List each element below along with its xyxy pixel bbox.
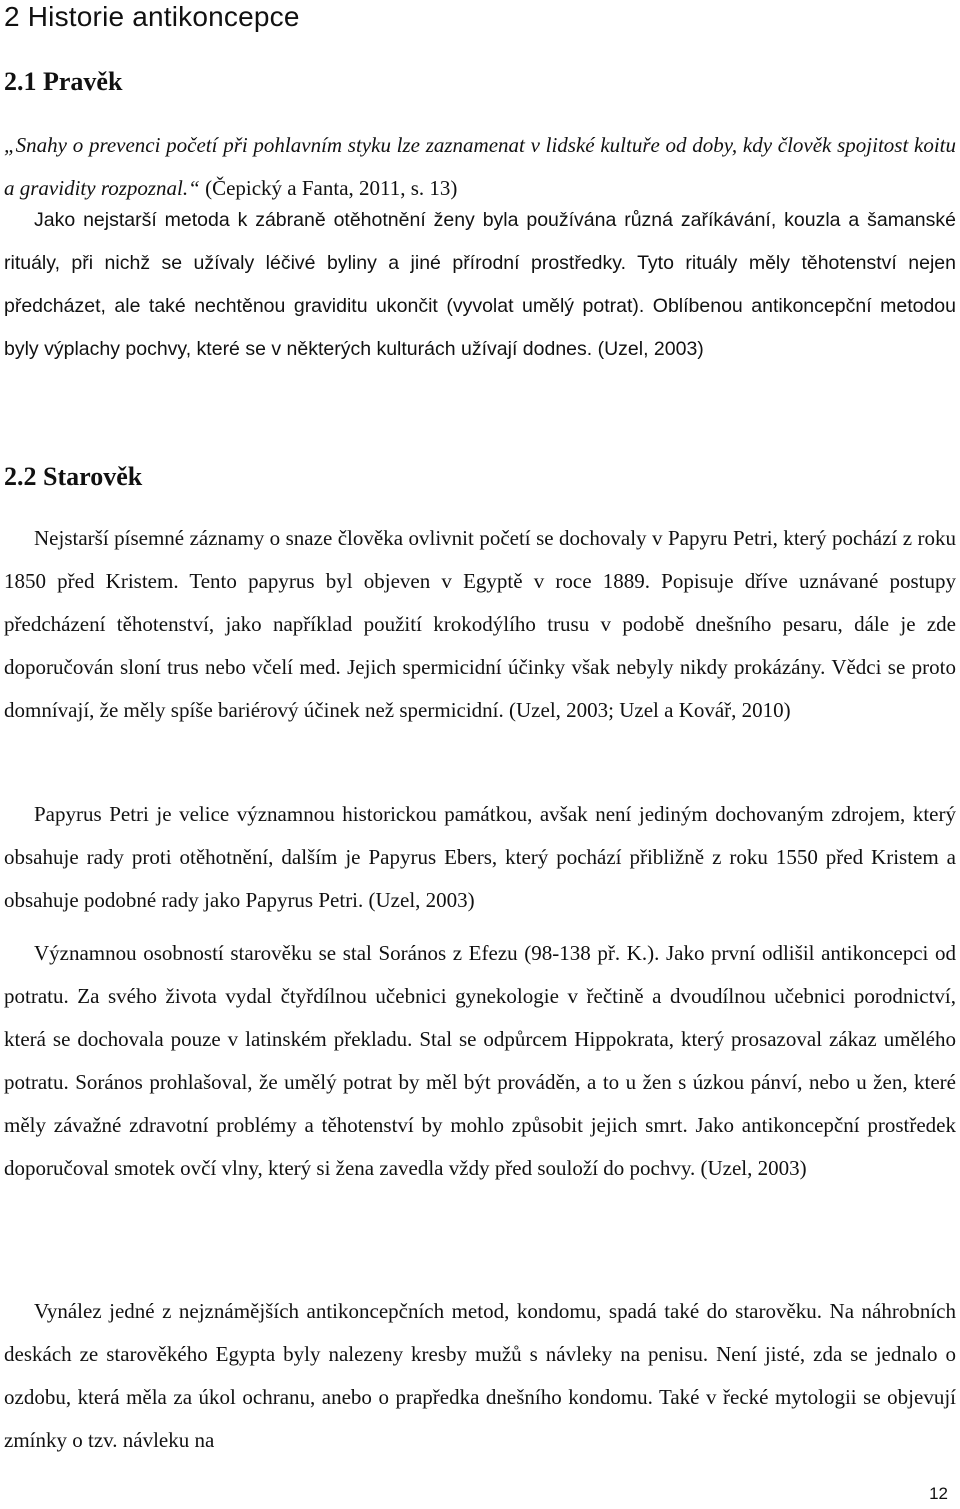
quote-citation: (Čepický a Fanta, 2011, s. 13)	[199, 176, 458, 200]
chapter-title: 2 Historie antikoncepce	[4, 1, 300, 32]
page-number: 12	[929, 1484, 948, 1503]
section-title-starovek: 2.2 Starověk	[4, 462, 143, 491]
document-page	[4, 0, 956, 1509]
paragraph-soranos: Významnou osobností starověku se stal Sorános z Efezu (98-138 př. K.). Jako první odlišil antikoncepci od potratu. Za svého života vydal čtyřdílnou učebnici gynekologie v řečtině a dvoudílnou učebnici porodnictví, která se dochovala pouze v latinském překladu. Stal se odpůrcem Hippokrata, který prosazoval zákaz umělého potratu. Sorános prohlašoval, že umělý potrat by měl být prováděn, a to u žen s úzkou pánví, nebo u žen, které měly závažné zdravotní problémy a těhotenství by mohlo způsobit jejich smrt. Jako antikoncepční prostředek doporučoval smotek ovčí vlny, který si žena zavedla vždy před souloží do pochvy. (Uzel, 2003)	[4, 941, 956, 1180]
paragraph-papyrus-ebers: Papyrus Petri je velice významnou historickou památkou, avšak není jediným dochovaným zdrojem, který obsahuje rady proti otěhotnění, dalším je Papyrus Ebers, který pochází přibližně z roku 1550 před Kristem a obsahuje podobné rady jako Papyrus Petri. (Uzel, 2003)	[4, 802, 956, 912]
section-title-praveк: 2.1 Pravěk	[4, 67, 123, 96]
paragraph-papyrus-petri: Nejstarší písemné záznamy o snaze člověka ovlivnit početí se dochovaly v Papyru Petri, který pochází z roku 1850 před Kristem. Tento papyrus byl objeven v Egyptě v roce 1889. Popisuje dříve uznávané postupy předcházení těhotenství, jako například použití krokodýlího trusu v podobě dnešního pesaru, dále je zde doporučován sloní trus nebo včelí med. Jejich spermicidní účinky však nebyly nikdy prokázány. Vědci se proto domnívají, že měly spíše bariérový účinek než spermicidní. (Uzel, 2003; Uzel a Kovář, 2010)	[4, 526, 956, 722]
paragraph-pravek: Jako nejstarší metoda k zábraně otěhotnění ženy byla používána různá zaříkávání, kouzla a šamanské rituály, při nichž se užívaly léčivé byliny a jiné přírodní prostředky. Tyto rituály měly těhotenství nejen předcházet, ale také nechtěnou graviditu ukončit (vyvolat umělý potrat). Oblíbenou antikoncepční metodou byly výplachy pochvy, které se v některých kulturách užívají dodnes. (Uzel, 2003)	[4, 209, 956, 360]
quote-paragraph	[4, 124, 956, 210]
paragraph-kondom: Vynález jedné z nejznámějších antikoncepčních metod, kondomu, spadá také do starověku. Na náhrobních deskách ze starověkého Egypta byly nalezeny kresby mužů s návleky na penisu. Není jisté, zda se jednalo o ozdobu, která měla za úkol ochranu, anebo o prapředka dnešního kondomu. Také v řecké mytologii se objevují zmínky o tzv. návleku na	[4, 1299, 956, 1452]
quote-text: „Snahy o prevenci početí při pohlavním styku lze zaznamenat v lidské kultuře od doby, kdy člověk spojitost koitu a gravidity rozpoznal.“	[4, 133, 956, 200]
